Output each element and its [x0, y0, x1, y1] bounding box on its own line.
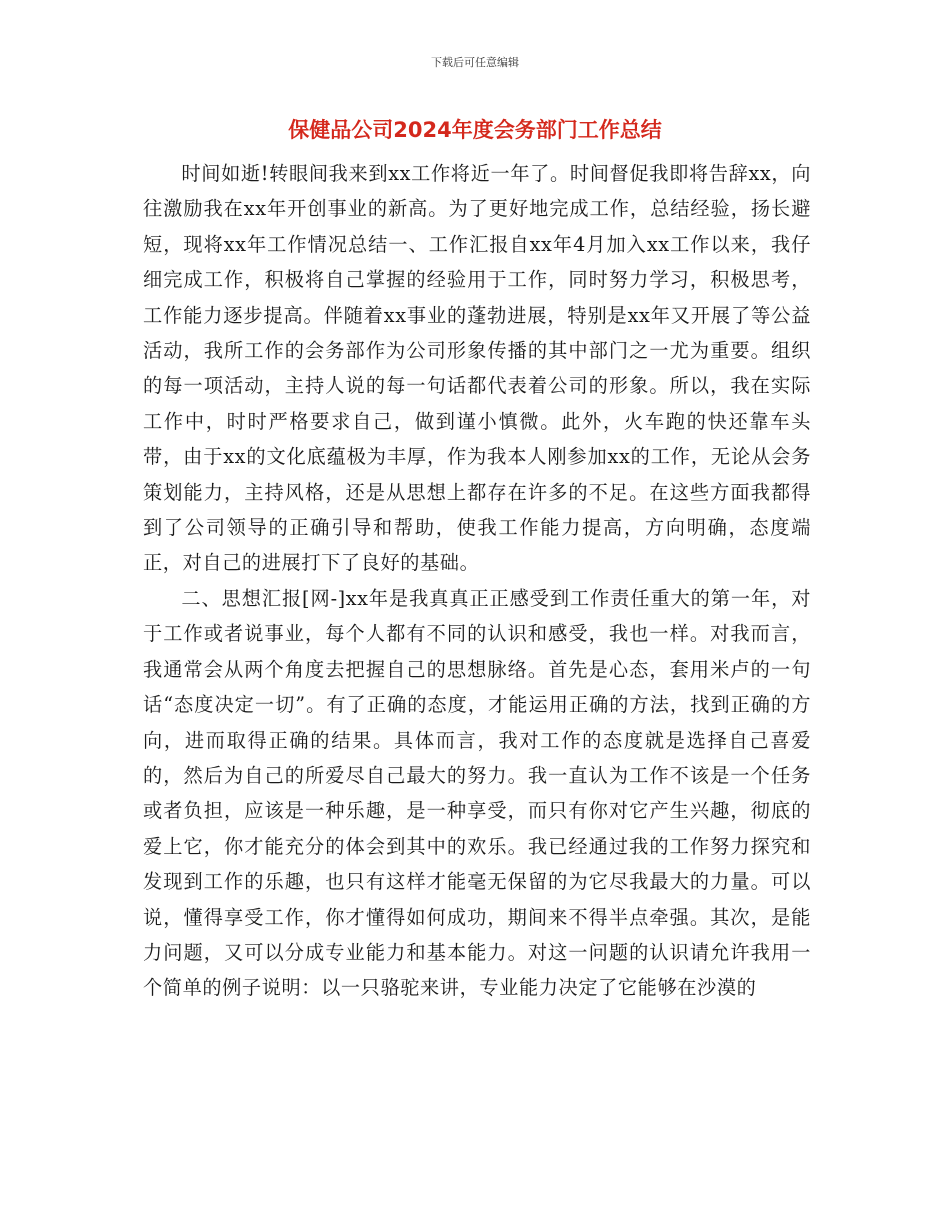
paragraph-2: 二、思想汇报[网-]xx年是我真真正正感受到工作责任重大的第一年，对于工作或者说事业，每个人都有不同的认识和感受，我也一样。对我而言，我通常会从两个角度去把握自己的思想脉络。首先是心态，套用米卢的一句话“态度决定一切”。有了正确的态度，才能运用正确的方法，找到正确的方向，进而取得正确的结果。具体而言，我对工作的态度就是选择自己喜爱的，然后为自己的所爱尽自己最大的努力。我一直认为工作不该是一个任务或者负担，应该是一种乐趣，是一种享受，而只有你对它产生兴趣，彻底的爱上它，你才能充分的体会到其中的欢乐。我已经通过我的工作努力探究和发现到工作的乐趣，也只有这样才能毫无保留的为它尽我最大的力量。可以说，懂得享受工作，你才懂得如何成功，期间来不得半点牵强。其次，是能力问题，又可以分成专业能力和基本能力。对这一问题的认识请允许我用一个简单的例子说明：以一只骆驼来讲，专业能力决定了它能够在沙漠的	[143, 586, 811, 1000]
document-body	[143, 156, 811, 1006]
paragraph-1: 时间如逝!转眼间我来到xx工作将近一年了。时间督促我即将告辞xx，向往激励我在xx年开创事业的新高。为了更好地完成工作，总结经验，扬长避短，现将xx年工作情况总结一、工作汇报自xx年4月加入xx工作以来，我仔细完成工作，积极将自己掌握的经验用于工作，同时努力学习，积极思考，工作能力逐步提高。伴随着xx事业的蓬勃进展，特别是xx年又开展了等公益活动，我所工作的会务部作为公司形象传播的其中部门之一尤为重要。组织的每一项活动，主持人说的每一句话都代表着公司的形象。所以，我在实际工作中，时时严格要求自己，做到谨小慎微。此外，火车跑的快还靠车头带，由于xx的文化底蕴极为丰厚，作为我本人刚参加xx的工作，无论从会务策划能力，主持风格，还是从思想上都存在许多的不足。在这些方面我都得到了公司领导的正确引导和帮助，使我工作能力提高，方向明确，态度端正，对自己的进展打下了良好的基础。	[143, 162, 811, 575]
document-title: 保健品公司2024年度会务部门工作总结	[288, 118, 662, 142]
header-note: 下载后可任意编辑	[431, 56, 519, 69]
